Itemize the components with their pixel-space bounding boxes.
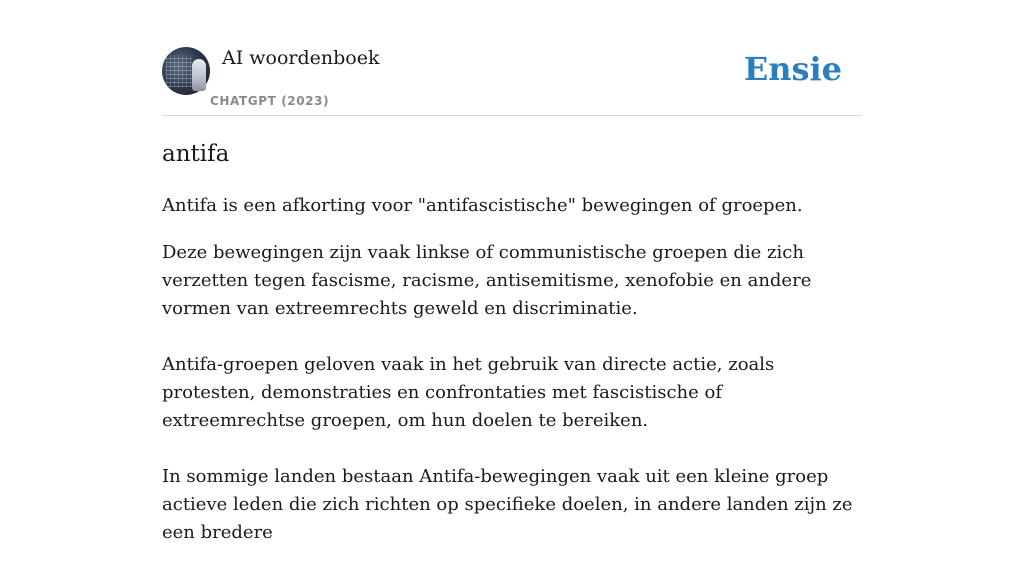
entry-term: antifa [162,141,230,167]
paragraph: Deze bewegingen zijn vaak linkse of communistische groepen die zich verzetten tegen fascisme, racisme, antisemitisme, xenofobie en andere vormen van extreemrechts geweld en discriminatie. [162,242,812,319]
paragraph: Antifa-groepen geloven vaak in het gebruik van directe actie, zoals protesten, demonstraties en confrontaties met fascistische of extreemrechtse groepen, om hun doelen te bereiken. [162,354,775,431]
avatar-figure [192,59,206,91]
paragraph: In sommige landen bestaan Antifa-bewegingen vaak uit een kleine groep actieve leden die zich richten op specifieke doelen, in andere landen zijn ze een bredere [162,466,853,543]
author-name[interactable]: AI woordenboek [222,47,380,69]
avatar-grid-pattern [166,55,192,87]
source-label: CHATGPT (2023) [210,94,330,108]
entry-header [162,46,862,116]
avatar[interactable] [162,47,210,95]
entry-body [162,192,862,566]
paragraph: Antifa is een afkorting voor "antifascistische" bewegingen of groepen. [162,195,803,216]
entry-card [162,0,862,543]
brand-logo[interactable]: Ensie [743,50,842,88]
